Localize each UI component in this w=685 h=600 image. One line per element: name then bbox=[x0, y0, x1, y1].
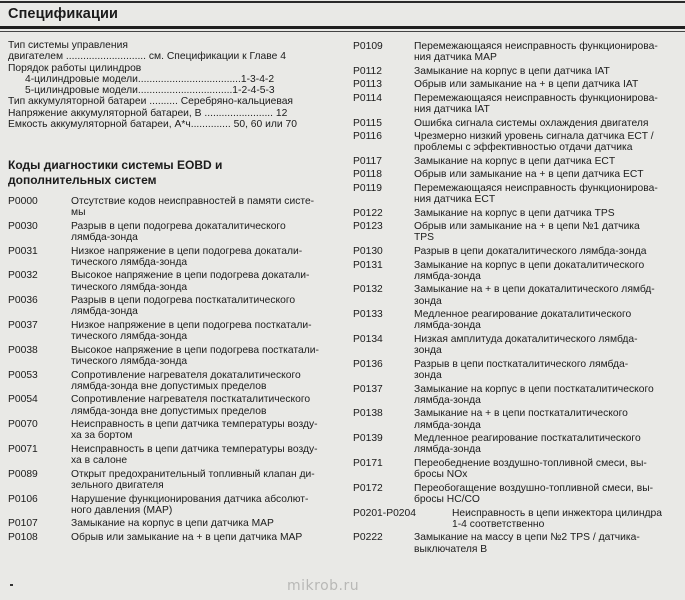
dtc-description bbox=[71, 394, 338, 417]
dtc-entry bbox=[353, 93, 681, 116]
dtc-description bbox=[414, 183, 681, 206]
dtc-description-line: TPS bbox=[414, 232, 435, 244]
dtc-description-line: Обрыв или замыкание на + в цепи датчика MAP bbox=[71, 531, 303, 543]
dtc-description-line: Разрыв в цепи посткаталитического лямбда- bbox=[414, 358, 629, 370]
dtc-description-line: Высокое напряжение в цепи подогрева посткатали- bbox=[71, 344, 319, 356]
dtc-code: P0114 bbox=[353, 92, 383, 104]
dtc-description bbox=[414, 118, 681, 129]
spec-row: 5-цилиндровые модели.................................1-2-4-5-3 bbox=[25, 85, 275, 97]
dtc-entry bbox=[353, 309, 681, 332]
dtc-description-line: ния датчика ECT bbox=[414, 194, 496, 206]
dtc-description bbox=[71, 518, 338, 529]
dtc-description-line: тического лямбда-зонда bbox=[71, 256, 188, 268]
dtc-description-line: лямбда-зонда bbox=[414, 419, 481, 431]
dtc-description bbox=[71, 370, 338, 393]
dtc-code: P0122 bbox=[353, 207, 383, 219]
codes-heading-line: дополнительных систем bbox=[8, 173, 157, 187]
dtc-description-line: ха за бортом bbox=[71, 430, 133, 442]
dtc-description bbox=[71, 196, 338, 219]
dtc-description-line: Низкое напряжение в цепи подогрева посткатали- bbox=[71, 320, 312, 331]
dtc-code: P0136 bbox=[353, 358, 383, 370]
dtc-description-line: выключателя В bbox=[414, 543, 488, 555]
dtc-description bbox=[414, 66, 681, 77]
dtc-code: P0123 bbox=[353, 221, 383, 233]
dtc-description-line: ха в салоне bbox=[71, 455, 128, 467]
dtc-code: P0054 bbox=[8, 394, 38, 406]
dtc-entry bbox=[353, 408, 681, 431]
dtc-code: P0133 bbox=[353, 309, 383, 321]
dtc-description-line: лямбда-зонда bbox=[414, 320, 481, 332]
dtc-description-line: лямбда-зонда bbox=[71, 306, 138, 318]
dtc-entry bbox=[8, 469, 338, 492]
dtc-entry bbox=[353, 79, 681, 90]
dtc-description bbox=[71, 270, 338, 293]
dtc-code: P0032 bbox=[8, 270, 38, 282]
dtc-code: P0222 bbox=[353, 532, 383, 544]
dtc-description-line: Разрыв в цепи подогрева посткаталитического bbox=[71, 295, 296, 307]
spec-row: двигателем ............................ см. Спецификации к Главе 4 bbox=[8, 51, 286, 63]
dtc-description-line: Обрыв или замыкание на + в цепи №1 датчика bbox=[414, 221, 640, 233]
title-rule-thin bbox=[0, 31, 685, 32]
dtc-entry bbox=[353, 483, 681, 506]
dtc-description bbox=[414, 384, 681, 407]
dtc-entry bbox=[353, 384, 681, 407]
dtc-description bbox=[71, 419, 338, 442]
dtc-code: P0106 bbox=[8, 493, 38, 505]
dtc-description-line: лямбда-зонда bbox=[71, 232, 138, 244]
dtc-entry bbox=[8, 494, 338, 517]
dtc-description bbox=[414, 284, 681, 307]
dtc-description-line: Открыт предохранительный топливный клапан ди- bbox=[71, 468, 315, 480]
dtc-code: P0053 bbox=[8, 369, 38, 381]
dtc-description bbox=[414, 408, 681, 431]
dtc-description-line: Переобеднение воздушно-топливной смеси, вы- bbox=[414, 457, 647, 469]
dtc-description-line: Замыкание на массу в цепи №2 TPS / датчика- bbox=[414, 532, 640, 544]
dtc-description-line: 1-4 соответственно bbox=[452, 518, 545, 530]
dtc-entry bbox=[8, 394, 338, 417]
dtc-description bbox=[414, 433, 681, 456]
dtc-description-line: лямбда-зонда bbox=[414, 270, 481, 282]
dtc-code: P0071 bbox=[8, 444, 38, 455]
dtc-code: P0089 bbox=[8, 468, 38, 480]
dtc-description-line: Низкая амплитуда докаталитического лямбда- bbox=[414, 333, 638, 345]
dtc-description-line: Разрыв в цепи докаталитического лямбда-зонда bbox=[414, 246, 647, 257]
section-title: Спецификации bbox=[8, 6, 118, 22]
dtc-description-line: Замыкание на + в цепи докаталитического лямбд- bbox=[414, 284, 655, 296]
dtc-description-line: Замыкание на корпус в цепи датчика MAP bbox=[71, 518, 274, 530]
dtc-description-line: Замыкание на корпус в цепи датчика ECT bbox=[414, 155, 616, 167]
dtc-description-line: Медленное реагирование посткаталитического bbox=[414, 433, 641, 445]
dtc-entry bbox=[353, 334, 681, 357]
spec-row: Тип аккумуляторной батареи .......... Серебряно-кальциевая bbox=[8, 96, 294, 108]
codes-heading-line: Коды диагностики системы EOBD и bbox=[8, 158, 223, 172]
dtc-description-line: Замыкание на корпус в цепи докаталитического bbox=[414, 259, 645, 271]
dtc-description bbox=[414, 93, 681, 116]
dtc-entry bbox=[353, 433, 681, 456]
dtc-entry bbox=[353, 508, 681, 531]
dtc-code: P0117 bbox=[353, 155, 383, 167]
dtc-description bbox=[71, 494, 338, 517]
dtc-description bbox=[414, 532, 681, 555]
dtc-description bbox=[414, 458, 681, 481]
dtc-description-line: Разрыв в цепи подогрева докаталитического bbox=[71, 220, 286, 232]
dtc-description-line: Перемежающаяся неисправность функционирова- bbox=[414, 41, 658, 52]
dtc-code: P0036 bbox=[8, 295, 38, 307]
dtc-description-line: Замыкание на корпус в цепи датчика TPS bbox=[414, 207, 615, 219]
dtc-description bbox=[414, 156, 681, 167]
dtc-description-line: лямбда-зонда вне допустимых пределов bbox=[71, 405, 267, 417]
dtc-description bbox=[71, 345, 338, 368]
dtc-code: P0131 bbox=[353, 259, 383, 271]
dtc-description-line: Высокое напряжение в цепи подогрева докатали- bbox=[71, 270, 310, 282]
dtc-code: P0134 bbox=[353, 333, 383, 345]
dtc-entry bbox=[8, 246, 338, 269]
dtc-description bbox=[71, 295, 338, 318]
dtc-description-line: Переобогащение воздушно-топливной смеси, вы- bbox=[414, 482, 654, 494]
dtc-description bbox=[452, 508, 681, 531]
dtc-entry bbox=[353, 169, 681, 180]
dtc-description-line: Чрезмерно низкий уровень сигнала датчика ECT / bbox=[414, 131, 654, 143]
dtc-description-line: ного давления (MAP) bbox=[71, 504, 173, 516]
dtc-entry bbox=[353, 246, 681, 257]
dtc-description-line: Обрыв или замыкание на + в цепи датчика IAT bbox=[414, 79, 639, 91]
dtc-description-line: Перемежающаяся неисправность функционирова- bbox=[414, 182, 658, 194]
dtc-description bbox=[71, 221, 338, 244]
dtc-description-line: ния датчика MAP bbox=[414, 52, 497, 64]
dtc-entry bbox=[353, 156, 681, 167]
spec-row: Тип системы управления bbox=[8, 40, 128, 51]
dtc-description bbox=[414, 221, 681, 244]
dtc-description-line: Медленное реагирование докаталитического bbox=[414, 309, 632, 321]
codes-heading bbox=[8, 158, 338, 188]
dtc-entry bbox=[8, 518, 338, 529]
dtc-description-line: проблемы с эффективностью отдачи датчика bbox=[414, 142, 633, 154]
dtc-code: P0139 bbox=[353, 433, 383, 445]
dtc-code: P0132 bbox=[353, 284, 383, 296]
dtc-entry bbox=[353, 118, 681, 129]
dtc-description-line: Ошибка сигнала системы охлаждения двигателя bbox=[414, 117, 649, 129]
dtc-code: P0201-P0204 bbox=[353, 507, 416, 519]
dtc-code: P0172 bbox=[353, 482, 383, 494]
dtc-description-line: тического лямбда-зонда bbox=[71, 281, 188, 293]
dtc-description bbox=[414, 169, 681, 180]
dtc-entry bbox=[8, 221, 338, 244]
dtc-entry bbox=[8, 419, 338, 442]
dtc-entry bbox=[353, 260, 681, 283]
dtc-description-line: лямбда-зонда вне допустимых пределов bbox=[71, 380, 267, 392]
dtc-description-line: ния датчика IAT bbox=[414, 104, 490, 116]
dtc-description bbox=[71, 320, 338, 343]
dtc-description bbox=[414, 246, 681, 257]
dtc-code: P0000 bbox=[8, 196, 38, 207]
dtc-entry bbox=[353, 66, 681, 77]
dtc-entry bbox=[353, 208, 681, 219]
dtc-code: P0113 bbox=[353, 79, 383, 91]
dtc-description-line: Перемежающаяся неисправность функционирова- bbox=[414, 92, 658, 104]
dtc-code: P0138 bbox=[353, 408, 383, 420]
watermark: mikrob.ru bbox=[287, 578, 360, 594]
dtc-entry bbox=[8, 196, 338, 219]
dtc-entry bbox=[8, 345, 338, 368]
dtc-description-line: зонда bbox=[414, 345, 442, 357]
title-rule-thick bbox=[0, 26, 685, 29]
dtc-description-line: Сопротивление нагревателя посткаталитического bbox=[71, 394, 311, 406]
specifications-list bbox=[8, 40, 338, 130]
dtc-entry bbox=[353, 532, 681, 555]
dtc-code: P0116 bbox=[353, 131, 383, 143]
dtc-description-line: Сопротивление нагревателя докаталитического bbox=[71, 369, 301, 381]
dtc-entry bbox=[8, 320, 338, 343]
dtc-description-line: Неисправность в цепи инжектора цилиндра bbox=[452, 507, 662, 519]
dtc-description-line: лямбда-зонда bbox=[414, 444, 481, 456]
dtc-description bbox=[71, 444, 338, 467]
dtc-code: P0119 bbox=[353, 182, 383, 194]
bullet-mark bbox=[10, 584, 13, 586]
dtc-entry bbox=[353, 458, 681, 481]
dtc-description-line: Нарушение функционирования датчика абсолют- bbox=[71, 493, 309, 505]
dtc-description-line: Замыкание на + в цепи посткаталитического bbox=[414, 408, 628, 420]
dtc-entry bbox=[8, 370, 338, 393]
dtc-description bbox=[71, 532, 338, 543]
dtc-description-line: зельного двигателя bbox=[71, 480, 164, 492]
dtc-entry bbox=[353, 131, 681, 154]
spec-row: Емкость аккумуляторной батареи, А*ч.............. 50, 60 или 70 bbox=[8, 119, 297, 131]
dtc-description-line: тического лямбда-зонда bbox=[71, 331, 188, 343]
dtc-description-line: тического лямбда-зонда bbox=[71, 356, 188, 368]
dtc-description bbox=[414, 208, 681, 219]
dtc-code: P0109 bbox=[353, 41, 383, 52]
dtc-description bbox=[71, 469, 338, 492]
dtc-description bbox=[414, 41, 681, 64]
dtc-entry bbox=[8, 444, 338, 467]
dtc-code: P0030 bbox=[8, 220, 38, 232]
dtc-description-line: Низкое напряжение в цепи подогрева докатали- bbox=[71, 245, 303, 257]
dtc-description-line: бросы NOx bbox=[414, 469, 468, 481]
dtc-description-line: зонда bbox=[414, 369, 442, 381]
dtc-description bbox=[71, 246, 338, 269]
dtc-description-line: Обрыв или замыкание на + в цепи датчика ECT bbox=[414, 169, 644, 181]
spec-row: 4-цилиндровые модели....................................1-3-4-2 bbox=[25, 73, 275, 85]
dtc-code: P0137 bbox=[353, 383, 383, 395]
dtc-entry bbox=[8, 270, 338, 293]
dtc-description-line: Замыкание на корпус в цепи посткаталитического bbox=[414, 383, 654, 395]
dtc-code: P0031 bbox=[8, 245, 38, 257]
dtc-code: P0171 bbox=[353, 457, 383, 469]
dtc-description-line: мы bbox=[71, 207, 86, 219]
dtc-description-line: Отсутствие кодов неисправностей в памяти систе- bbox=[71, 196, 315, 207]
dtc-description bbox=[414, 359, 681, 382]
dtc-code: P0070 bbox=[8, 419, 38, 431]
dtc-code: P0108 bbox=[8, 531, 38, 543]
dtc-entry bbox=[353, 41, 681, 64]
dtc-code: P0118 bbox=[353, 169, 383, 181]
dtc-entry bbox=[8, 532, 338, 543]
dtc-description bbox=[414, 309, 681, 332]
dtc-description-line: Неисправность в цепи датчика температуры возду- bbox=[71, 444, 318, 455]
dtc-entry bbox=[353, 183, 681, 206]
dtc-entry bbox=[8, 295, 338, 318]
top-border bbox=[0, 1, 685, 3]
dtc-description bbox=[414, 131, 681, 154]
dtc-description-line: лямбда-зонда bbox=[414, 394, 481, 406]
dtc-code: P0037 bbox=[8, 320, 38, 331]
dtc-entry bbox=[353, 359, 681, 382]
dtc-code: P0038 bbox=[8, 344, 38, 356]
dtc-description-line: бросы HC/CO bbox=[414, 493, 480, 505]
spec-row: Порядок работы цилиндров bbox=[8, 62, 142, 74]
dtc-description-line: Неисправность в цепи датчика температуры возду- bbox=[71, 419, 318, 431]
dtc-description bbox=[414, 334, 681, 357]
dtc-description bbox=[414, 483, 681, 506]
dtc-entry bbox=[353, 284, 681, 307]
dtc-description bbox=[414, 260, 681, 283]
dtc-description-line: зонда bbox=[414, 295, 442, 307]
dtc-description bbox=[414, 79, 681, 90]
dtc-code: P0112 bbox=[353, 65, 383, 77]
dtc-entry bbox=[353, 221, 681, 244]
dtc-code: P0107 bbox=[8, 518, 38, 530]
spec-row: Напряжение аккумуляторной батареи, В ........................ 12 bbox=[8, 107, 288, 119]
dtc-description-line: Замыкание на корпус в цепи датчика IAT bbox=[414, 65, 610, 77]
dtc-code: P0115 bbox=[353, 117, 383, 129]
dtc-code: P0130 bbox=[353, 246, 383, 257]
